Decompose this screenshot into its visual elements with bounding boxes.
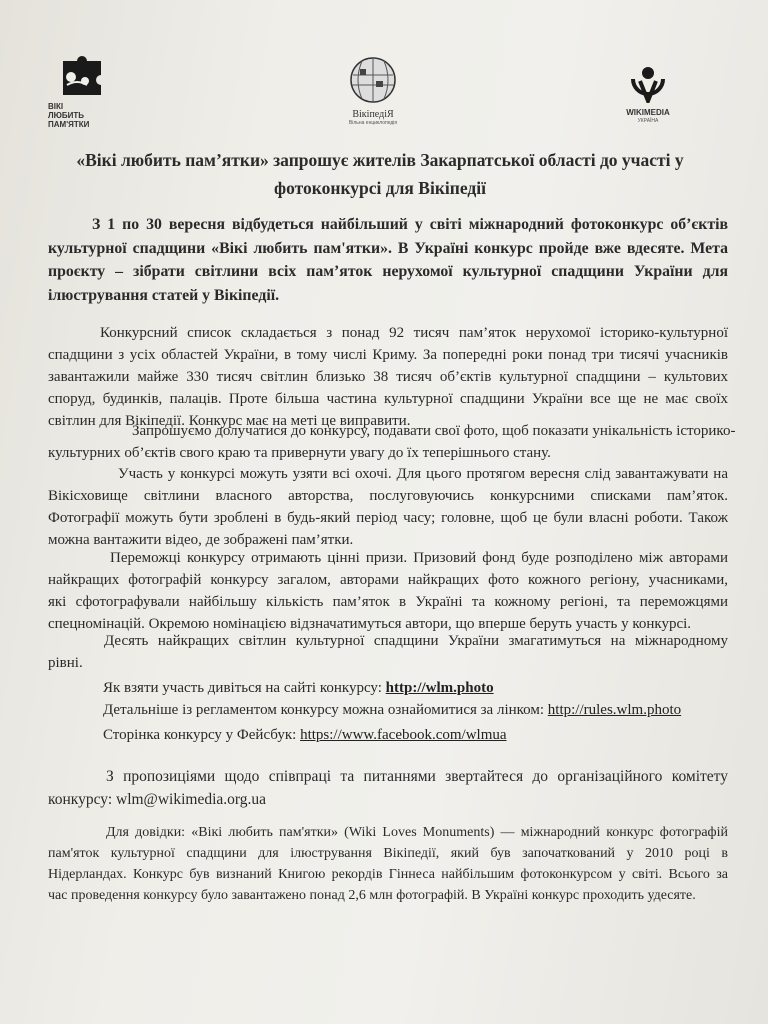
site-link[interactable]: http://wlm.photo [385, 680, 494, 696]
text-line: рівні. [48, 655, 83, 671]
lead-line: культурної спадщини «Вікі любить пам'ятки». В Україні конкурс пройде вже вдесяте. Мета [48, 239, 728, 257]
contact-paragraph [48, 765, 728, 811]
site-link-label: Як взяти участь дивіться на сайті конкурсу: [103, 680, 382, 696]
body-paragraph [48, 463, 728, 551]
wikimedia-icon [628, 65, 668, 103]
wlm-logo-line3: ПАМ'ЯТКИ [48, 120, 90, 129]
text-line: Десять найкращих світлин культурної спадщини України змагатимуться на міжнародному [104, 633, 728, 649]
facebook-link[interactable]: https://www.facebook.com/wlmua [300, 727, 507, 743]
rules-link[interactable]: http://rules.wlm.photo [547, 702, 682, 718]
wikimedia-logo [608, 65, 688, 126]
text-line: можна вантажити відео, де зображені пам’ятки. [48, 532, 354, 548]
facebook-link-label: Сторінка конкурсу у Фейсбук: [103, 727, 297, 743]
page-title [40, 146, 720, 202]
wikimedia-logo-sub: УКРАЇНА [637, 118, 659, 124]
title-line: «Вікі любить пам’ятки» запрошує жителів Закарпатської області до участі у [76, 150, 684, 170]
wikipedia-logo-tagline: Вільна енциклопедія [348, 120, 398, 126]
wikipedia-logo-name: ВікіпедіЯ [352, 109, 394, 120]
text-line: конкурсу: wlm@wikimedia.org.ua [48, 791, 267, 808]
title-line: фотоконкурсі для Вікіпедії [274, 178, 486, 198]
wlm-logo-line2: ЛЮБИТЬ [48, 111, 84, 120]
text-line: спецномінацій. Окремою номінацією відзначатимуться автори, що вперше беруть участь у конкурсі. [48, 616, 692, 632]
body-paragraph [48, 547, 728, 635]
text-line: світлин для Вікіпедії. Конкурс має на меті це виправити. [48, 413, 411, 429]
wikipedia-globe-icon [348, 55, 398, 105]
text-line: найкращих фотографій конкурсу загалом, авторами найкращих фото кожного регіону, учасниками, [48, 572, 728, 588]
rules-link-row [103, 698, 743, 723]
reference-paragraph [48, 822, 728, 906]
rules-fb-links [103, 698, 743, 748]
text-line: Нідерландах. Конкурс був визнаний Книгою рекордів Гіннеса найбільшим фотоконкурсом у світі. Всього за [48, 867, 728, 882]
text-line: які сфотографували найбільшу кількість пам’яток в Україні та кожному регіоні, та переможцями [48, 594, 728, 610]
body-paragraph [48, 420, 736, 464]
text-line: споруд, будинків, палаців. Проте більша частина культурної спадщини України все ще не має своїх [48, 391, 728, 407]
text-line: Вікісховище світлини власного авторства, послуговуючись конкурсними списками пам’яток. [48, 488, 728, 504]
rules-link-label: Детальніше із регламентом конкурсу можна ознайомитися за лінком: [103, 702, 545, 718]
wlm-puzzle-icon [55, 55, 111, 97]
body-paragraph [48, 630, 728, 674]
lead-line: проєкту – зібрати світлини всіх пам’яток нерухомої культурної спадщини України для [48, 263, 728, 280]
text-line: Конкурсний список складається з понад 92 тисяч пам’яток нерухомої історико-культурної [100, 325, 728, 341]
text-line: Для довідки: «Вікі любить пам'ятки» (Wiki Loves Monuments) — міжнародний конкурс фотографій [106, 825, 728, 840]
text-line: Фотографії можуть бути зроблені в будь-який період часу; головне, щоб це були власні роботи. Також [48, 510, 728, 526]
lead-line: ілюстрування статей у Вікіпедії. [48, 286, 280, 304]
text-line: Участь у конкурсі можуть узяти всі охочі. Для цього протягом вересня слід завантажувати на [118, 466, 728, 482]
lead-line: З 1 по 30 вересня відбудеться найбільший у світі міжнародний фотоконкурс об’єктів [92, 216, 728, 233]
lead-paragraph [48, 213, 728, 307]
wiki-loves-monuments-logo [48, 55, 118, 129]
wikipedia-logo [328, 55, 418, 128]
text-line: пам'яток культурної спадщини для ілюстрування Вікіпедії, який був започаткований у 2010 році в [48, 846, 728, 861]
logo-row [48, 55, 688, 130]
text-line: час проведення конкурсу було завантажено понад 2,6 млн фотографій. В Україні конкурс проходить удесяте. [48, 888, 696, 903]
facebook-link-row [103, 723, 743, 748]
text-line: Переможці конкурсу отримають цінні призи. Призовий фонд буде розподілено між авторами [110, 550, 728, 566]
body-paragraph [48, 322, 728, 432]
text-line: завантажили майже 330 тисяч світлин близько 38 тисяч об’єктів культурної спадщини – культових [48, 369, 728, 385]
text-line: спадщини з усіх областей України, в тому числі Криму. За попередні роки понад три тисячі учасників [48, 347, 728, 363]
wikimedia-logo-name: WIKIMEDIA [626, 108, 670, 117]
text-line: З пропозиціями щодо співпраці та питаннями звертайтеся до організаційного комітету [106, 768, 728, 785]
text-line: культурних об’єктів свого краю та привернути увагу до їх теперішнього стану. [48, 445, 551, 461]
text-line: Запрошуємо долучатися до конкурсу, подавати свої фото, щоб показати унікальність історико- [132, 423, 736, 439]
wlm-logo-line1: ВІКІ [48, 102, 64, 111]
